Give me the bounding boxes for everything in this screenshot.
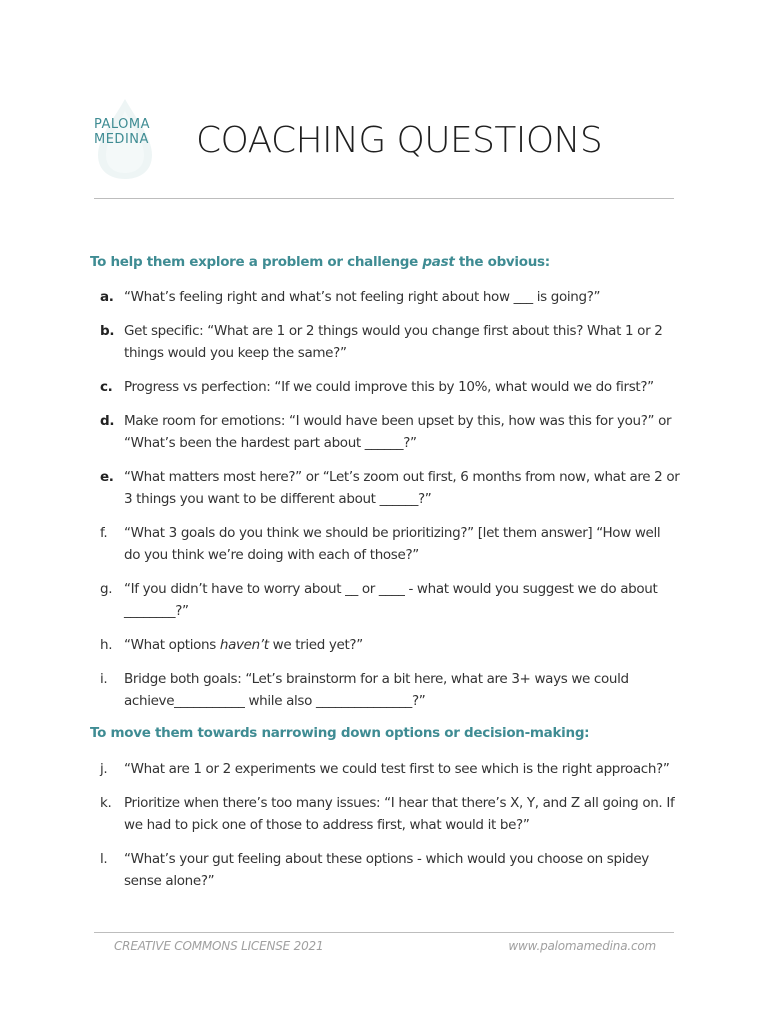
- question-letter: g.: [100, 581, 113, 597]
- question-text-after: we tried yet?”: [268, 637, 363, 653]
- question-text: Progress vs perfection: “If we could improve this by 10%, what would we do first?”: [124, 379, 654, 395]
- question-item-c: [100, 376, 680, 398]
- section-heading-explore: [90, 254, 550, 270]
- question-text: Make room for emotions: “I would have been upset by this, how was this for you?” or “What’s been the hardest part about ______?”: [124, 413, 672, 451]
- question-text: [124, 634, 680, 656]
- question-item-i: [100, 668, 680, 712]
- question-text: “What’s your gut feeling about these options - which would you choose on spidey sense alone?”: [124, 851, 649, 889]
- question-text: “What are 1 or 2 experiments we could test first to see which is the right approach?”: [124, 761, 670, 777]
- question-text: Bridge both goals: “Let’s brainstorm for a bit here, what are 3+ ways we could achieve___________ while also _______________?”: [124, 671, 629, 709]
- question-item-l: [100, 848, 680, 892]
- section-heading-explore-before: To help them explore a problem or challenge: [90, 254, 423, 270]
- question-letter: l.: [100, 851, 108, 867]
- question-text-before: “What options: [124, 637, 220, 653]
- header-divider: [94, 198, 674, 199]
- section-heading-narrowing: To move them towards narrowing down options or decision-making:: [90, 725, 590, 741]
- footer-website-link[interactable]: www.palomamedina.com: [508, 939, 656, 953]
- question-text: “What’s feeling right and what’s not feeling right about how ___ is going?”: [124, 289, 601, 305]
- question-letter: f.: [100, 525, 108, 541]
- question-item-d: [100, 410, 680, 454]
- question-item-f: [100, 522, 680, 566]
- question-letter: k.: [100, 795, 112, 811]
- brand-line-1: PALOMA: [94, 117, 151, 132]
- question-item-e: [100, 466, 680, 510]
- question-item-h: [100, 634, 680, 656]
- question-item-g: [100, 578, 680, 622]
- question-letter: i.: [100, 671, 108, 687]
- question-text-emphasis: haven’t: [219, 637, 269, 653]
- footer-divider: [94, 932, 674, 933]
- question-letter: c.: [100, 379, 113, 395]
- brand-name: [94, 117, 160, 147]
- question-item-a: [100, 286, 680, 308]
- question-letter: e.: [100, 469, 114, 485]
- question-item-b: [100, 320, 680, 364]
- question-text: “What matters most here?” or “Let’s zoom out first, 6 months from now, what are 2 or 3 things you want to be different about ______?”: [124, 469, 680, 507]
- question-item-k: [100, 792, 680, 836]
- brand-line-2: MEDINA: [94, 132, 149, 147]
- question-letter: a.: [100, 289, 114, 305]
- question-letter: b.: [100, 323, 115, 339]
- brand-logo: [94, 97, 156, 181]
- section-heading-explore-emphasis: past: [422, 254, 455, 270]
- question-text: “What 3 goals do you think we should be prioritizing?” [let them answer] “How well do you think we’re doing with each of those?”: [124, 525, 661, 563]
- question-letter: h.: [100, 637, 113, 653]
- question-text: Prioritize when there’s too many issues: “I hear that there’s X, Y, and Z all going on. If we had to pick one of those to address first, what would it be?”: [124, 795, 675, 833]
- question-letter: d.: [100, 413, 115, 429]
- question-letter: j.: [100, 761, 108, 777]
- footer-license: CREATIVE COMMONS LICENSE 2021: [114, 939, 324, 953]
- question-text: Get specific: “What are 1 or 2 things would you change first about this? What 1 or 2 things would you keep the same?”: [124, 323, 663, 361]
- question-text: “If you didn’t have to worry about __ or ____ - what would you suggest we do about ________?”: [124, 581, 658, 619]
- section-heading-explore-after: the obvious:: [454, 254, 550, 270]
- question-item-j: [100, 758, 680, 780]
- page-title: COACHING QUESTIONS: [196, 120, 603, 161]
